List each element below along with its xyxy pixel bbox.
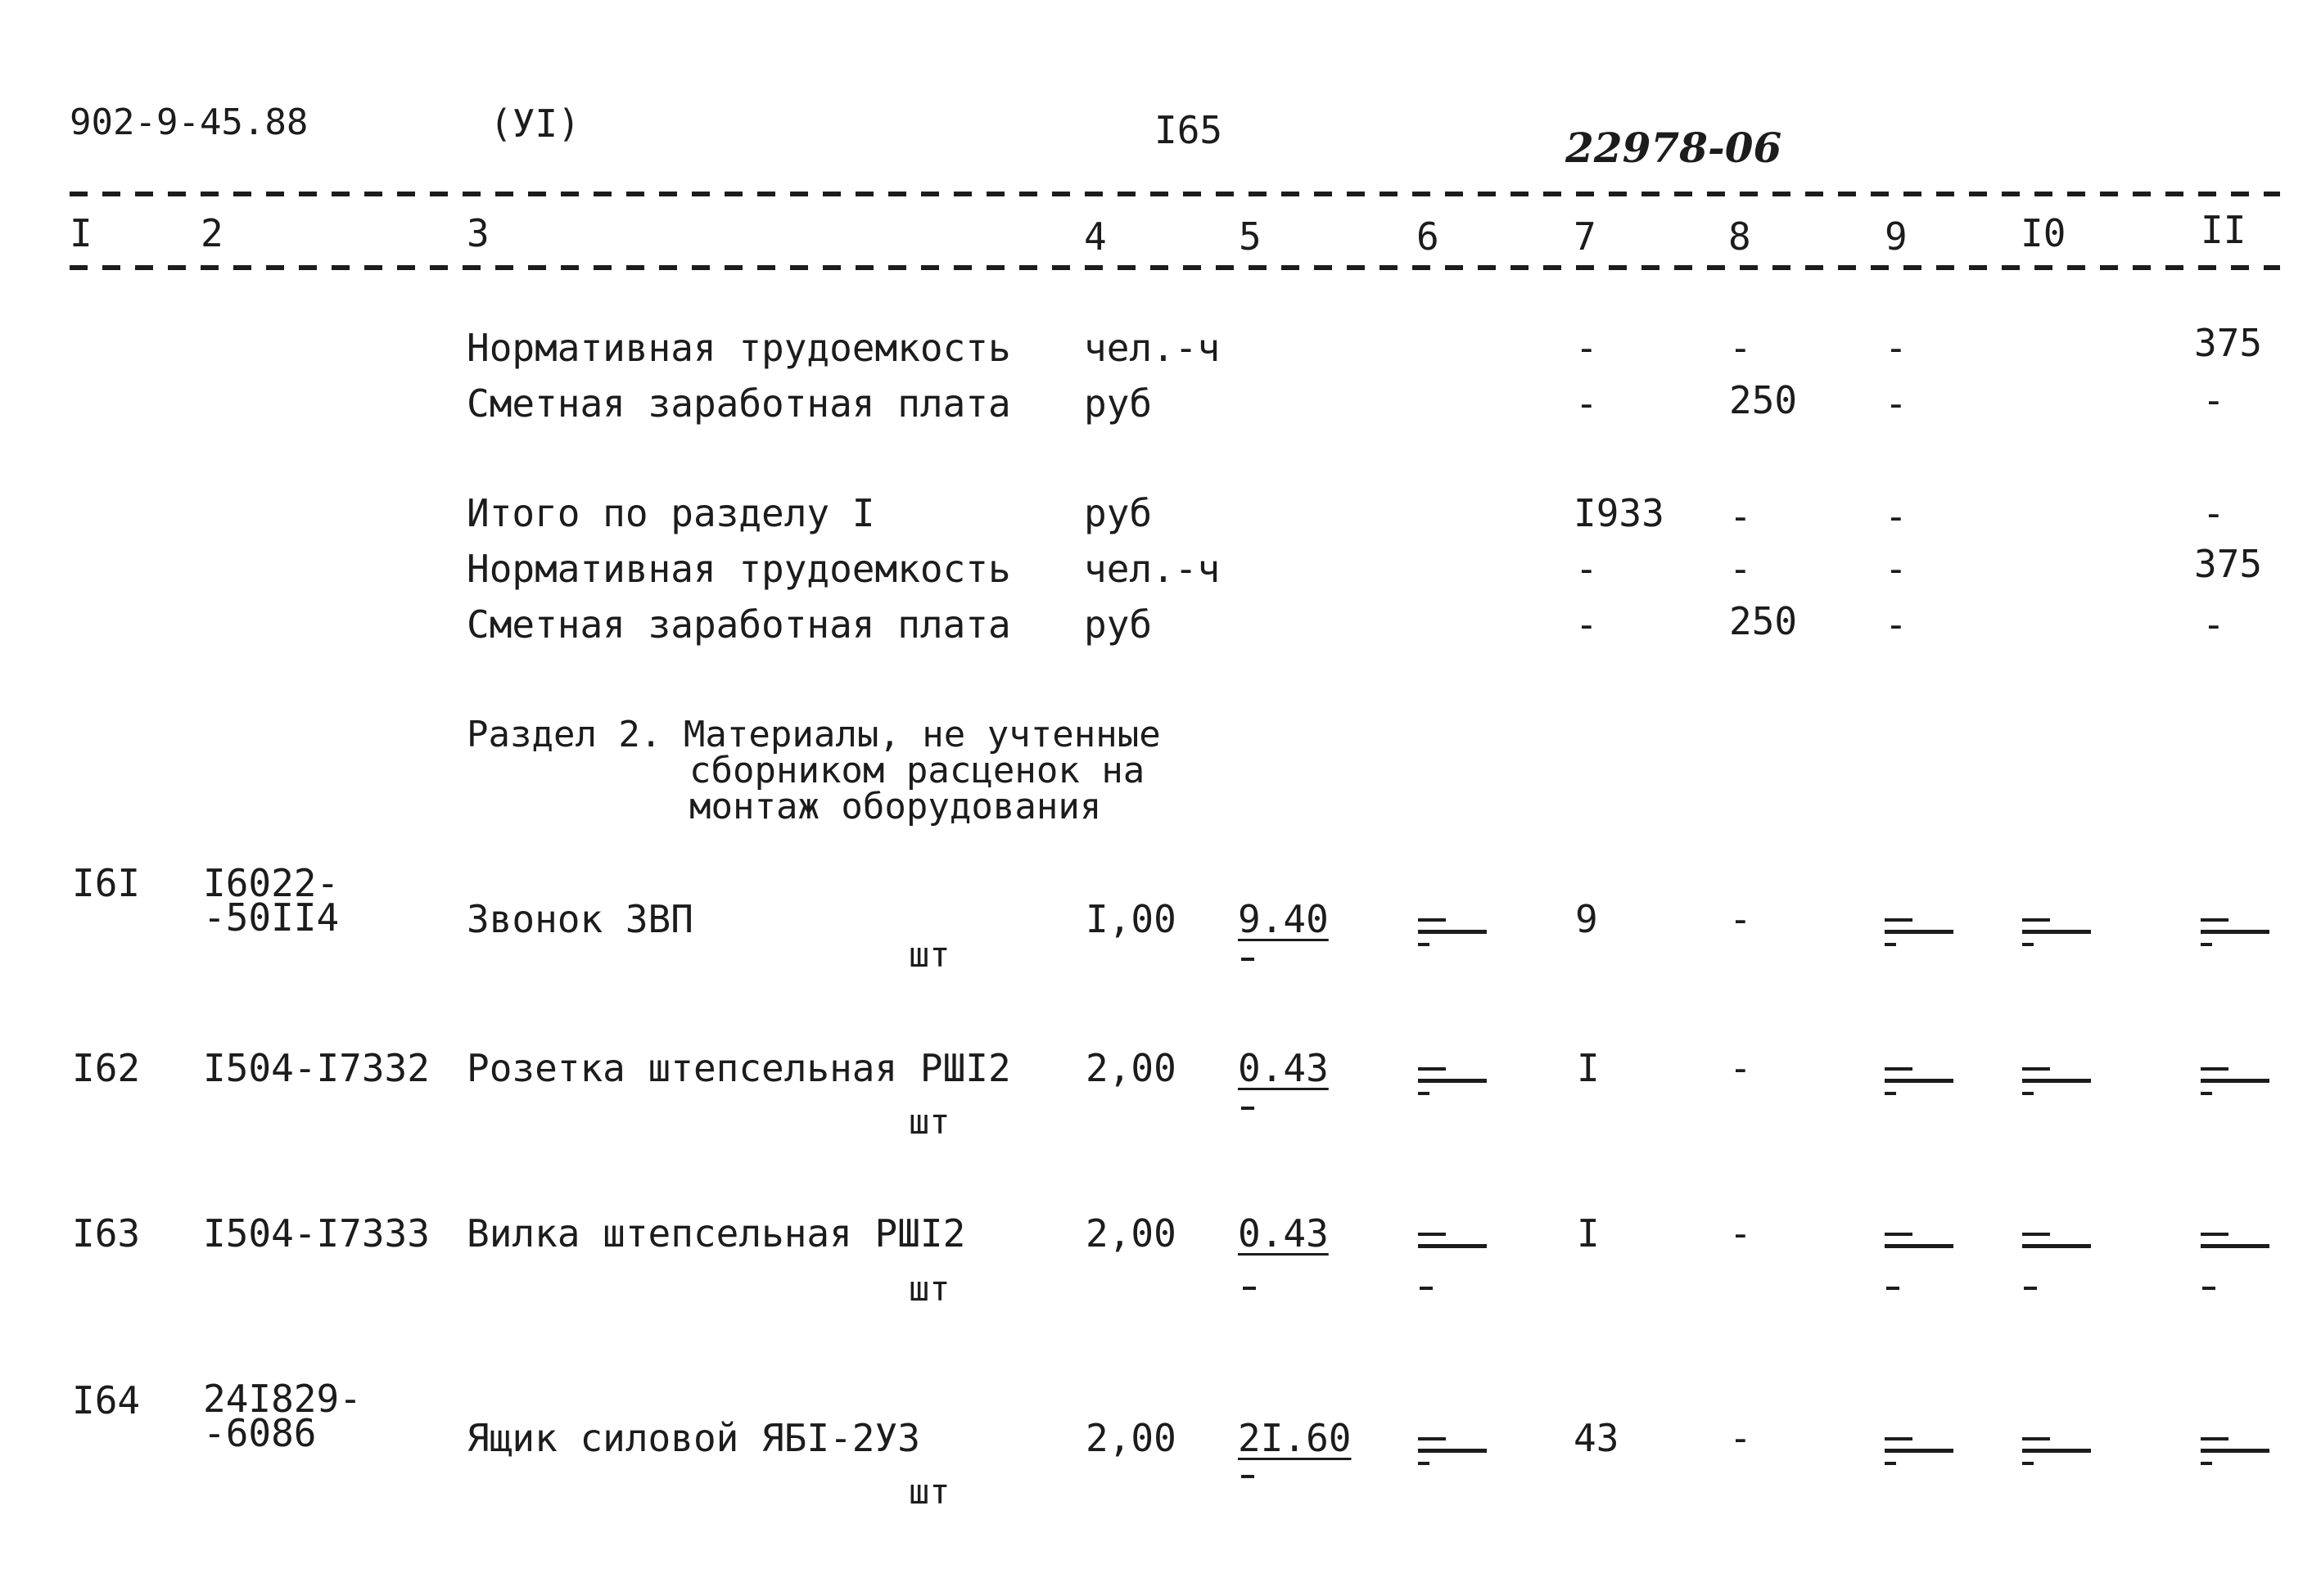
summary2-row1-name: Итого по разделу I <box>467 491 875 535</box>
col6-sub-dash <box>1420 1287 1433 1290</box>
volume-label: (УI) <box>490 101 580 146</box>
item-quantity: I,00 <box>1086 897 1176 941</box>
item-name: Звонок ЗВП <box>467 897 693 941</box>
col9-ditto-mark <box>1885 1228 1953 1264</box>
summary2-row2-c7: - <box>1575 547 1598 591</box>
summary2-row1-unit: руб <box>1084 491 1153 535</box>
summary2-row2-c11: 375 <box>2194 542 2263 586</box>
summary2-row3-name: Сметная заработная плата <box>467 602 1011 647</box>
section2-title-line3: монтаж оборудования <box>689 786 1102 827</box>
item-quantity: 2,00 <box>1086 1416 1176 1460</box>
item-total: 43 <box>1574 1416 1619 1460</box>
header-dashed-rule-bottom <box>70 265 2280 270</box>
summary1-row1-c8: - <box>1729 326 1752 370</box>
summary1-row2-c9: - <box>1885 381 1908 426</box>
summary1-row2-c11: - <box>2202 378 2225 422</box>
price-sub-dash <box>1241 1475 1254 1478</box>
item-name: Розетка штепсельная РШI2 <box>467 1046 1011 1090</box>
item-name: Вилка штепсельная РШI2 <box>467 1211 966 1256</box>
summary2-row1-c7: I933 <box>1574 491 1664 535</box>
col-header-11: II <box>2201 208 2246 252</box>
col-header-6: 6 <box>1416 214 1439 259</box>
item-code-line1: I6022- <box>203 861 340 905</box>
col-header-8: 8 <box>1728 214 1751 259</box>
col11-ditto-mark <box>2201 1062 2269 1098</box>
item-number: I63 <box>72 1211 141 1256</box>
item-code-line1: I504-I7332 <box>203 1046 430 1090</box>
col-header-1: I <box>70 211 93 255</box>
page-number: I65 <box>1154 108 1223 152</box>
summary1-row1-unit: чел.-ч <box>1084 326 1221 370</box>
col11-ditto-mark <box>2201 1432 2269 1468</box>
item-unit: шт <box>909 1472 951 1512</box>
col10-ditto-mark <box>2022 1062 2091 1098</box>
summary1-row2-name: Сметная заработная плата <box>467 381 1011 426</box>
summary2-row1-c9: - <box>1885 494 1908 539</box>
item-number: I62 <box>72 1046 141 1090</box>
item-quantity: 2,00 <box>1086 1211 1176 1256</box>
item-unit: шт <box>909 1269 951 1309</box>
col11-sub-dash <box>2202 1287 2215 1290</box>
price-sub-dash <box>1241 958 1254 961</box>
item-code-line2: -50II4 <box>203 895 340 940</box>
col-header-4: 4 <box>1084 214 1107 259</box>
summary1-row1-c11: 375 <box>2194 321 2263 365</box>
summary1-row1-name: Нормативная трудоемкость <box>467 326 1011 370</box>
price-sub-dash <box>1243 1287 1256 1290</box>
summary1-row2-c7: - <box>1575 381 1598 426</box>
col9-ditto-mark <box>1885 1062 1953 1098</box>
item-unit-price: 0.43 <box>1238 1211 1329 1256</box>
col-header-3: 3 <box>467 211 490 255</box>
document-code: 902-9-45.88 <box>70 101 309 143</box>
summary2-row2-unit: чел.-ч <box>1084 547 1221 591</box>
col9-sub-dash <box>1886 1287 1899 1290</box>
section2-title-line2: сборником расценок на <box>689 750 1145 791</box>
col10-ditto-mark <box>2022 1432 2091 1468</box>
item-quantity: 2,00 <box>1086 1046 1176 1090</box>
summary1-row1-c9: - <box>1885 326 1908 370</box>
section2-title-line1: Раздел 2. Материалы, не учтенные <box>467 714 1161 755</box>
col9-ditto-mark <box>1885 913 1953 949</box>
summary2-row2-c9: - <box>1885 547 1908 591</box>
summary2-row3-c8: 250 <box>1729 599 1798 643</box>
item-total: 9 <box>1575 897 1598 941</box>
col10-ditto-mark <box>2022 1228 2091 1264</box>
summary2-row1-c11: - <box>2202 491 2225 535</box>
col-header-7: 7 <box>1574 214 1596 259</box>
handwritten-inventory-code: 22978-06 <box>1565 124 1782 172</box>
summary2-row2-name: Нормативная трудоемкость <box>467 547 1011 591</box>
item-col8: - <box>1729 1046 1752 1090</box>
col6-ditto-mark <box>1418 913 1487 949</box>
item-code-line2: -6086 <box>203 1411 317 1455</box>
item-number: I6I <box>72 861 141 905</box>
item-code-line1: 24I829- <box>203 1377 362 1421</box>
col10-ditto-mark <box>2022 913 2091 949</box>
item-total: I <box>1577 1211 1600 1256</box>
header-dashed-rule-top <box>70 192 2280 196</box>
item-col8: - <box>1729 1211 1752 1256</box>
summary2-row3-c9: - <box>1885 602 1908 647</box>
col6-ditto-mark <box>1418 1062 1487 1098</box>
summary2-row3-c7: - <box>1575 602 1598 647</box>
col-header-9: 9 <box>1885 214 1908 259</box>
item-col8: - <box>1729 1416 1752 1460</box>
item-unit-price: 0.43 <box>1238 1046 1329 1090</box>
col6-ditto-mark <box>1418 1228 1487 1264</box>
item-number: I64 <box>72 1378 141 1422</box>
summary2-row3-c11: - <box>2202 602 2225 647</box>
item-unit: шт <box>909 1102 951 1142</box>
summary1-row2-c8: 250 <box>1729 378 1798 422</box>
col-header-5: 5 <box>1239 214 1262 259</box>
col-header-10: I0 <box>2021 211 2066 255</box>
item-code-line1: I504-I7333 <box>203 1211 430 1256</box>
summary2-row2-c8: - <box>1729 547 1752 591</box>
price-sub-dash <box>1241 1107 1254 1110</box>
item-total: I <box>1577 1046 1600 1090</box>
summary1-row2-unit: руб <box>1084 381 1153 426</box>
summary2-row3-unit: руб <box>1084 602 1153 647</box>
col-header-2: 2 <box>201 211 224 255</box>
item-unit: шт <box>909 935 951 975</box>
item-unit-price: 9.40 <box>1238 897 1329 941</box>
item-name: Ящик силовой ЯБI-2УЗ <box>467 1416 920 1460</box>
item-unit-price: 2I.60 <box>1238 1416 1352 1460</box>
col11-ditto-mark <box>2201 913 2269 949</box>
col9-ditto-mark <box>1885 1432 1953 1468</box>
item-col8: - <box>1729 897 1752 941</box>
summary1-row1-c7: - <box>1575 326 1598 370</box>
col6-ditto-mark <box>1418 1432 1487 1468</box>
col10-sub-dash <box>2024 1287 2037 1290</box>
col11-ditto-mark <box>2201 1228 2269 1264</box>
summary2-row1-c8: - <box>1729 494 1752 539</box>
